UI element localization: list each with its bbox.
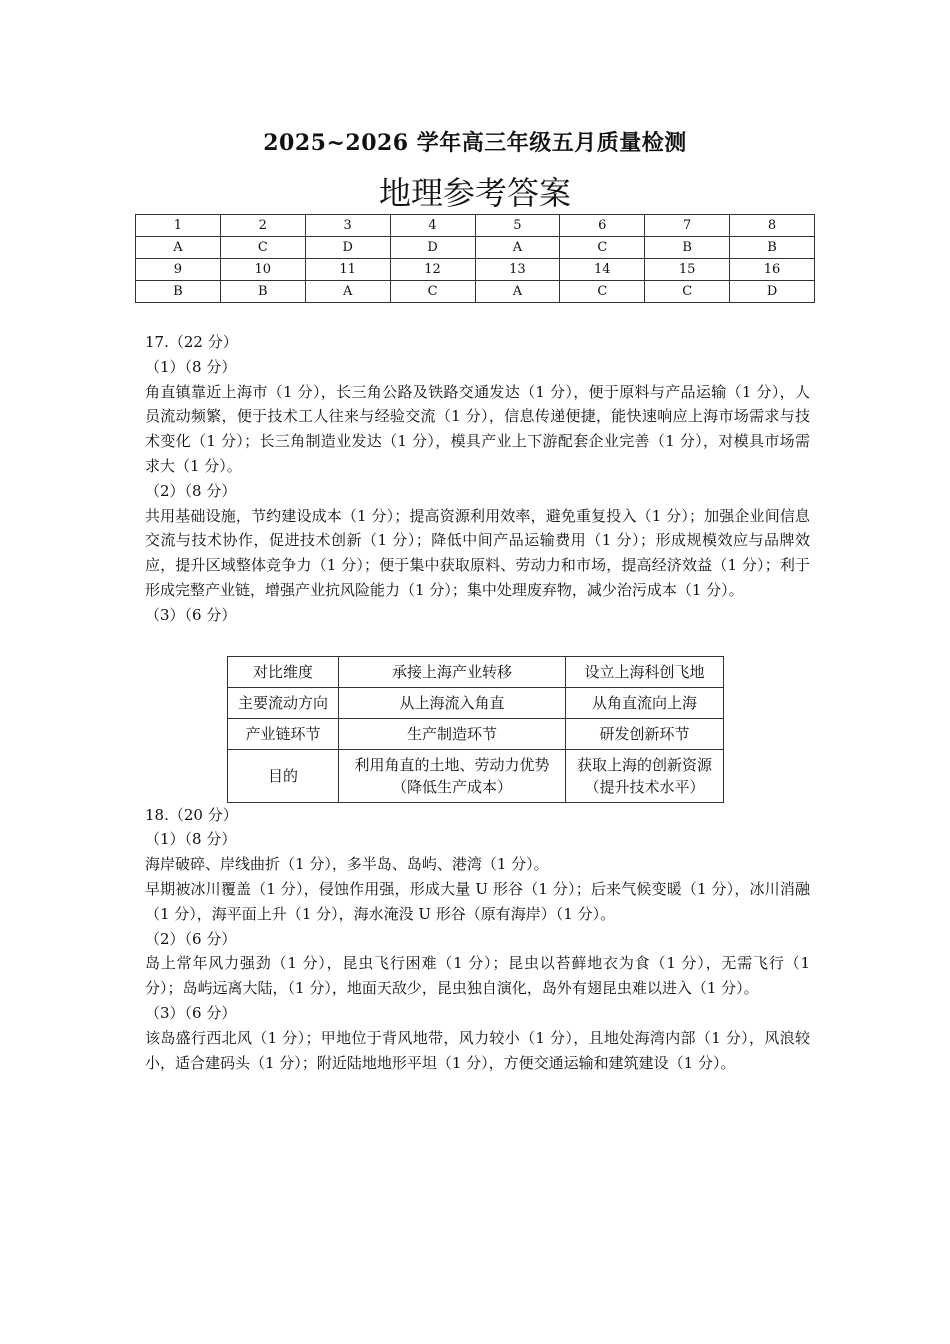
answer-cell: D xyxy=(390,237,475,259)
comparison-cell: 目的 xyxy=(228,749,339,802)
question-number-cell: 16 xyxy=(730,259,815,281)
question-number-row xyxy=(136,259,815,281)
comparison-cell xyxy=(339,749,566,802)
question-number-cell: 11 xyxy=(305,259,390,281)
comparison-cell: 从上海流入角直 xyxy=(339,687,566,718)
answer-cell: D xyxy=(305,237,390,259)
comparison-header-row xyxy=(228,656,724,687)
q17-part2-label: （2）（8 分） xyxy=(145,481,237,500)
answer-cell: A xyxy=(136,237,221,259)
question-number-cell: 4 xyxy=(390,215,475,237)
question-number-cell: 13 xyxy=(475,259,560,281)
purpose-a-line1: 利用角直的土地、劳动力优势 xyxy=(354,755,550,774)
question-number-cell: 12 xyxy=(390,259,475,281)
q18-part1-label: （1）（8 分） xyxy=(145,830,237,849)
question-number-cell: 9 xyxy=(136,259,221,281)
answer-cell: C xyxy=(645,281,730,303)
answer-cell: A xyxy=(305,281,390,303)
question-number-cell: 3 xyxy=(305,215,390,237)
answer-cell: C xyxy=(220,237,305,259)
answer-cell: B xyxy=(136,281,221,303)
answer-cell: B xyxy=(645,237,730,259)
question-number-cell: 14 xyxy=(560,259,645,281)
answer-row xyxy=(136,237,815,259)
q18-part3-text: 该岛盛行西北风（1 分）；甲地位于背风地带，风力较小（1 分），且地处海湾内部（1 分），风浪较小，适合建码头（1 分）；附近陆地地形平坦（1 分），方便交通运输和建筑建设（1 分）。 xyxy=(145,1028,810,1072)
q18-part2-text: 岛上常年风力强劲（1 分），昆虫飞行困难（1 分）；昆虫以苔藓地衣为食（1 分），无需飞行（1 分）；岛屿远离大陆，（1 分），地面天敌少，昆虫独自演化，岛外有翅昆虫难以进入（1 分）。 xyxy=(145,954,810,998)
question-number-cell: 10 xyxy=(220,259,305,281)
q18-part2-label: （2）（6 分） xyxy=(145,929,237,948)
q18-part1-text-a: 海岸破碎、岸线曲折（1 分），多半岛、岛屿、港湾（1 分）。 xyxy=(145,855,549,874)
question-number-cell: 8 xyxy=(730,215,815,237)
answer-cell: A xyxy=(475,237,560,259)
q17-part1-label: （1）（8 分） xyxy=(145,357,237,376)
comparison-cell: 生产制造环节 xyxy=(339,718,566,749)
question-number-cell: 5 xyxy=(475,215,560,237)
q17-part3-label: （3）（6 分） xyxy=(145,605,237,624)
page-subtitle: 地理参考答案 xyxy=(378,174,571,212)
answer-cell: A xyxy=(475,281,560,303)
comparison-row xyxy=(228,718,724,749)
header-cell: 设立上海科创飞地 xyxy=(566,656,724,687)
q18-part1-text-b: 早期被冰川覆盖（1 分），侵蚀作用强，形成大量 U 形谷（1 分）；后来气候变暖（1 分），冰川消融（1 分），海平面上升（1 分），海水淹没 U 形谷（原有海岸）（1 分）。 xyxy=(145,879,810,923)
comparison-cell xyxy=(566,749,724,802)
comparison-cell: 主要流动方向 xyxy=(228,687,339,718)
q17-heading: 17.（22 分） xyxy=(145,333,238,351)
answer-row xyxy=(136,281,815,303)
purpose-a-line2: （降低生产成本） xyxy=(391,777,512,796)
comparison-cell: 产业链环节 xyxy=(228,718,339,749)
answer-table xyxy=(135,214,815,303)
answer-cell: C xyxy=(560,237,645,259)
q18-heading: 18.（20 分） xyxy=(145,805,238,824)
page-title: 2025~2026 学年高三年级五月质量检测 xyxy=(263,130,687,156)
purpose-b-line2: （提升技术水平） xyxy=(584,777,705,796)
q17-part2-text: 共用基础设施，节约建设成本（1 分）；提高资源利用效率，避免重复投入（1 分）；加强企业间信息交流与技术协作，促进技术创新（1 分）；降低中间产品运输费用（1 分）；形成规模效应与品牌效应，提升区域整体竞争力（1 分）；便于集中获取原料、劳动力和市场，提高经济效益（1 分）；利于形成完整产业链，增强产业抗风险能力（1 分）；集中处理废弃物，减少治污成本（1 分）。 xyxy=(145,506,810,599)
question-number-cell: 6 xyxy=(560,215,645,237)
question-number-row xyxy=(136,215,815,237)
comparison-cell: 从角直流向上海 xyxy=(566,687,724,718)
answer-cell: C xyxy=(560,281,645,303)
comparison-table xyxy=(227,656,724,803)
header-cell: 承接上海产业转移 xyxy=(339,656,566,687)
comparison-row xyxy=(228,687,724,718)
question-number-cell: 7 xyxy=(645,215,730,237)
answer-cell: B xyxy=(730,237,815,259)
question-number-cell: 2 xyxy=(220,215,305,237)
purpose-b-line1: 获取上海的创新资源 xyxy=(576,755,712,774)
header-cell: 对比维度 xyxy=(228,656,339,687)
answer-body xyxy=(145,330,810,1075)
comparison-cell: 研发创新环节 xyxy=(566,718,724,749)
question-number-cell: 1 xyxy=(136,215,221,237)
q18-part3-label: （3）（6 分） xyxy=(145,1003,237,1022)
answer-cell: C xyxy=(390,281,475,303)
q17-part1-text: 角直镇靠近上海市（1 分），长三角公路及铁路交通发达（1 分），便于原料与产品运输（1 分），人员流动频繁，便于技术工人往来与经验交流（1 分），信息传递便捷，能快速响应上海市场需求与技术变化（1 分）；长三角制造业发达（1 分），模具产业上下游配套企业完善（1 分），对模具市场需求大（1 分）。 xyxy=(145,382,810,475)
question-number-cell: 15 xyxy=(645,259,730,281)
answer-cell: B xyxy=(220,281,305,303)
answer-cell: D xyxy=(730,281,815,303)
comparison-row xyxy=(228,749,724,802)
